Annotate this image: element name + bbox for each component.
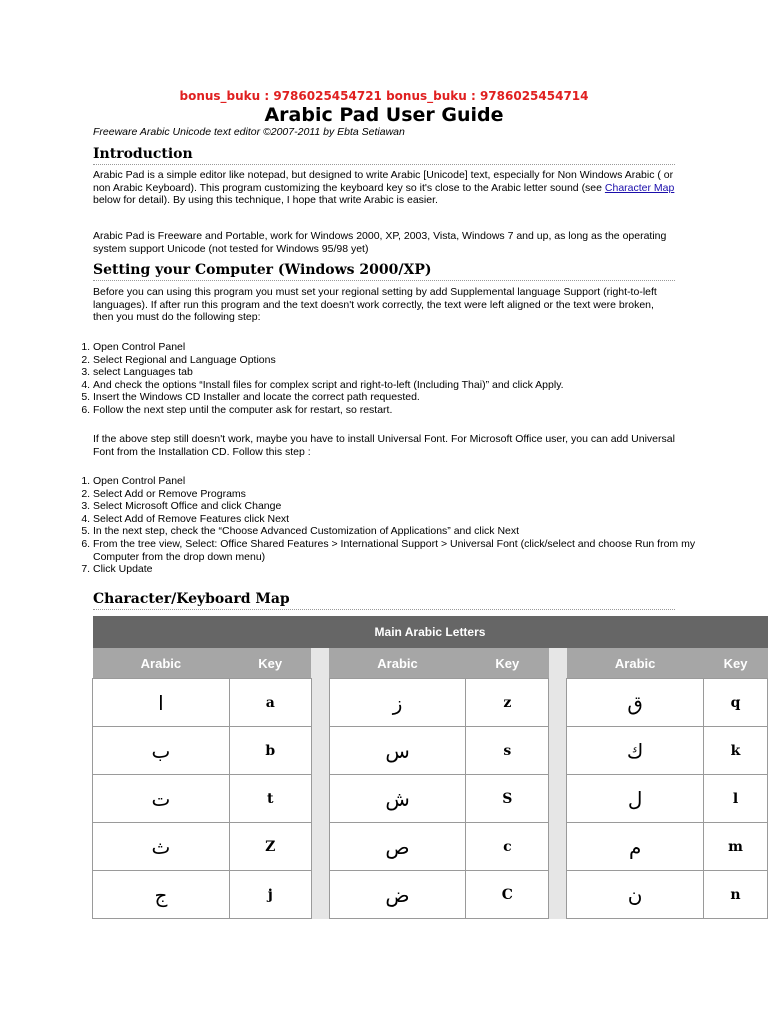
- table-row: [93, 775, 768, 823]
- arabic-letter-cell: ص: [329, 823, 466, 871]
- bonus-isbn-line: bonus_buku : 9786025454721 bonus_buku : 9786025454714: [179, 89, 589, 103]
- table-row: [93, 871, 768, 919]
- arabic-letter-cell: م: [567, 823, 704, 871]
- key-cell: S: [466, 775, 549, 823]
- table-row: [93, 727, 768, 775]
- intro-text-before: Arabic Pad is a simple editor like notepad, but designed to write Arabic [Unicode] text, especially for Non Windows Arabic ( or non Arabic Keyboard). This program customizing the keyboard key so it's close to the Arabic letter sound (see: [93, 169, 674, 194]
- arabic-letter-cell: ج: [93, 871, 230, 919]
- intro-paragraph-1: [93, 169, 675, 207]
- heading-setting-computer: Setting your Computer (Windows 2000/XP): [93, 262, 675, 281]
- arabic-letter-cell: ت: [93, 775, 230, 823]
- column-header-key: Key: [229, 648, 311, 679]
- key-cell: s: [466, 727, 549, 775]
- key-cell: j: [229, 871, 311, 919]
- list-item: 5. Insert the Windows CD Installer and locate the correct path requested.: [93, 391, 708, 404]
- column-header-arabic: Arabic: [567, 648, 704, 679]
- key-cell: a: [229, 679, 311, 727]
- table-row: [93, 679, 768, 727]
- arabic-letter-cell: س: [329, 727, 466, 775]
- heading-introduction: Introduction: [93, 146, 675, 165]
- intro-text-after: below for detail). By using this technique, I hope that write Arabic is easier.: [93, 194, 438, 207]
- character-map-link[interactable]: Character Map: [604, 181, 675, 194]
- arabic-letter-cell: ب: [93, 727, 230, 775]
- key-cell: c: [466, 823, 549, 871]
- character-keyboard-map-table: [92, 616, 768, 919]
- key-cell: l: [704, 775, 768, 823]
- key-cell: m: [704, 823, 768, 871]
- list-item: 3. Select Microsoft Office and click Change: [93, 500, 708, 513]
- subtitle: Freeware Arabic Unicode text editor ©2007-2011 by Ebta Setiawan: [93, 126, 405, 138]
- steps-regional-settings: [60, 341, 708, 417]
- column-header-key: Key: [704, 648, 768, 679]
- arabic-letter-cell: ن: [567, 871, 704, 919]
- arabic-letter-cell: ق: [567, 679, 704, 727]
- list-item: 4. Select Add of Remove Features click Next: [93, 513, 708, 526]
- list-item: 5. In the next step, check the “Choose Advanced Customization of Applications” and click Next: [93, 525, 708, 538]
- list-item: 2. Select Add or Remove Programs: [93, 488, 708, 501]
- heading-character-map: Character/Keyboard Map: [93, 591, 675, 610]
- column-header-key: Key: [466, 648, 549, 679]
- column-header-arabic: Arabic: [329, 648, 466, 679]
- list-item: 2. Select Regional and Language Options: [93, 354, 708, 367]
- table-row: [93, 823, 768, 871]
- list-item: 3. select Languages tab: [93, 366, 708, 379]
- intro-paragraph-2: Arabic Pad is Freeware and Portable, work for Windows 2000, XP, 2003, Vista, Windows 7 and up, as long as the operating system support Unicode (not tested for Windows 95/98 yet): [93, 230, 667, 255]
- column-header-arabic: Arabic: [93, 648, 230, 679]
- key-cell: z: [466, 679, 549, 727]
- key-cell: n: [704, 871, 768, 919]
- key-cell: q: [704, 679, 768, 727]
- key-cell: Z: [229, 823, 311, 871]
- list-item: 4. And check the options “Install files for complex script and right-to-left (Including Thai)” and click Apply.: [93, 379, 708, 392]
- arabic-letter-cell: ل: [567, 775, 704, 823]
- list-item: 6. Follow the next step until the computer ask for restart, so restart.: [93, 404, 708, 417]
- key-cell: k: [704, 727, 768, 775]
- arabic-letter-cell: ك: [567, 727, 704, 775]
- list-item: 7. Click Update: [93, 563, 708, 576]
- column-divider: [311, 648, 329, 919]
- list-item: 1. Open Control Panel: [93, 341, 708, 354]
- steps-universal-font: [60, 475, 708, 576]
- list-item: 1. Open Control Panel: [93, 475, 708, 488]
- setting-paragraph-1: Before you can using this program you must set your regional setting by add Supplemental language Support (right-to-left languages). If after run this program and the text doesn't work correctly, the text were left aligned or the text were broken, then you must do the following step:: [93, 286, 657, 324]
- arabic-letter-cell: ش: [329, 775, 466, 823]
- arabic-letter-cell: ث: [93, 823, 230, 871]
- key-cell: C: [466, 871, 549, 919]
- setting-paragraph-2: If the above step still doesn't work, maybe you have to install Universal Font. For Microsoft Office user, you can add Universal Font from the Installation CD. Follow this step :: [93, 433, 675, 458]
- key-cell: t: [229, 775, 311, 823]
- arabic-letter-cell: ا: [93, 679, 230, 727]
- arabic-letter-cell: ز: [329, 679, 466, 727]
- page-title: Arabic Pad User Guide: [264, 104, 504, 126]
- key-cell: b: [229, 727, 311, 775]
- arabic-letter-cell: ض: [329, 871, 466, 919]
- list-item: 6. From the tree view, Select: Office Shared Features > International Support > Universal Font (click/select and choose Run from my Computer from the drop down menu): [93, 538, 708, 563]
- table-caption: Main Arabic Letters: [93, 616, 768, 648]
- column-divider: [549, 648, 567, 919]
